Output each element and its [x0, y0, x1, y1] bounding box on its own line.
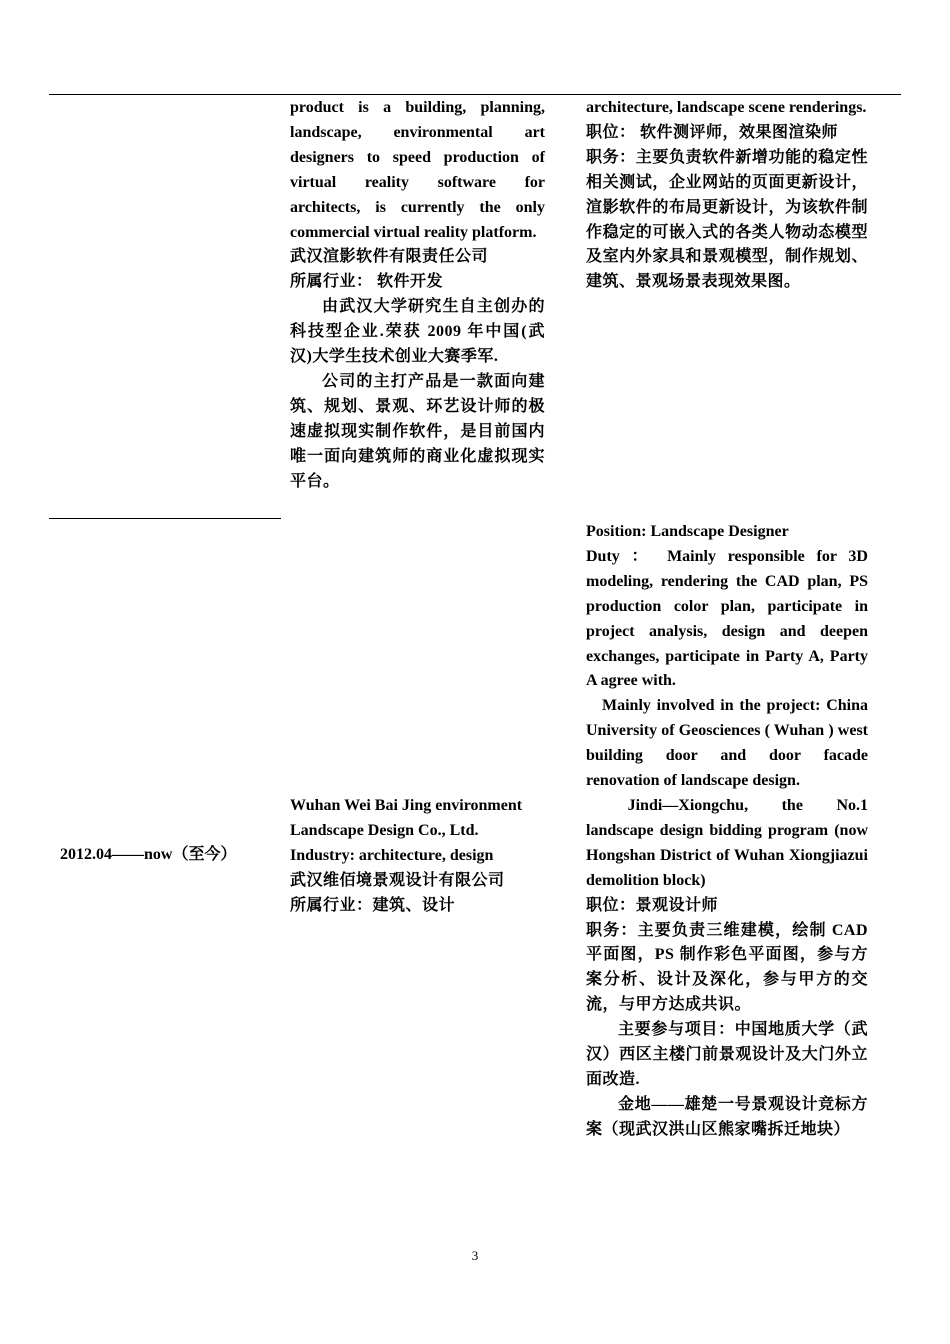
- company-name-cn: 武汉渲影软件有限责任公司: [290, 248, 489, 266]
- industry-en: Industry: architecture, design: [290, 846, 494, 864]
- row1-position-cell: [586, 96, 868, 295]
- position-cn: 职位：景观设计师: [586, 896, 719, 914]
- position-en: Position: Landscape Designer: [586, 523, 789, 540]
- page-number: 3: [471, 1248, 479, 1263]
- company-description-en: product is a building, planning, landscape, environmental art designers to speed production of virtual reality software for architects, is currently the only commercial virtual reality platform.: [290, 99, 545, 241]
- row2-position-cell: [586, 520, 868, 1143]
- table-top-border: [49, 94, 901, 95]
- duty-cn: 职务：主要负责三维建模，绘制 CAD 平面图，PS 制作彩色平面图，参与方案分析、设计及深化，参与甲方的交流，与甲方达成共识。: [586, 921, 868, 1014]
- employment-date: 2012.04——now（至今）: [60, 846, 237, 863]
- company-name-en: Wuhan Wei Bai Jing environment Landscape Design Co., Ltd.: [290, 797, 523, 839]
- duty-cn: 职务：主要负责软件新增功能的稳定性相关测试，企业网站的页面更新设计，渲影软件的布局更新设计，为该软件制作稳定的可嵌入式的各类人物动态模型及室内外家具和景观模型，制作规划、建筑、景观场景表现效果图。: [586, 148, 868, 291]
- industry-cn: 所属行业： 软件开发: [290, 273, 444, 291]
- industry-cn: 所属行业：建筑、设计: [290, 896, 456, 914]
- row-divider: [49, 518, 281, 519]
- duty-en: Duty ： Mainly responsible for 3D modeling, rendering the CAD plan, PS production color plan, participate in project analysis, design and deepen exchanges, participate in Party A, Party A agree with.: [586, 547, 868, 690]
- position-cn: 职位： 软件测评师，效果图渲染师: [586, 123, 839, 141]
- product-description-en-cont: architecture, landscape scene renderings.: [586, 99, 867, 116]
- company-product-cn: 公司的主打产品是一款面向建筑、规划、景观、环艺设计师的极速虚拟现实制作软件，是目前国内唯一面向建筑师的商业化虚拟现实平台。: [290, 372, 545, 490]
- row2-company-cell: [290, 794, 550, 919]
- project-jindi-cn: 金地——雄楚一号景观设计竞标方案（现武汉洪山区熊家嘴拆迁地块）: [586, 1095, 868, 1138]
- company-name-cn: 武汉维佰境景观设计有限公司: [290, 871, 505, 889]
- projects-cn: 主要参与项目：中国地质大学（武汉）西区主楼门前景观设计及大门外立面改造.: [586, 1021, 868, 1088]
- row1-company-cell: [290, 96, 545, 495]
- projects-en: Mainly involved in the project: China University of Geosciences ( Wuhan ) west building door and door facade renovation of landscape design.: [586, 697, 868, 790]
- project-jindi-en: Jindi—Xiongchu, the No.1 landscape design bidding program (now Hongshan District of Wuhan Xiongjiazui demolition block): [586, 796, 868, 889]
- company-intro-cn: 由武汉大学研究生自主创办的科技型企业.荣获 2009 年中国(武汉)大学生技术创业大赛季军.: [290, 298, 545, 366]
